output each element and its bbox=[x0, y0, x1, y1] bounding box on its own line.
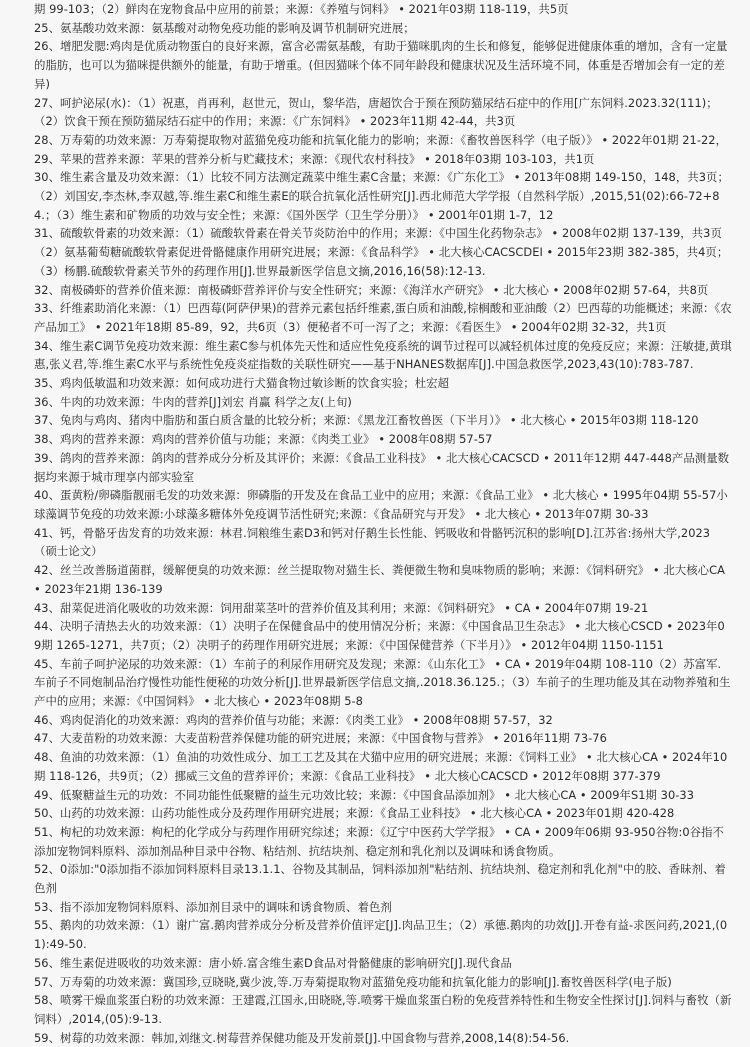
reference-entry: 45、车前子呵护泌尿的功效来源：（1）车前子的利尿作用研究及发现；来源：《山东化工》 • CA • 2019年04期 108-110（2）苏富军.车前子不同炮制品治疗慢性功能性便秘的功效分析[J].世界最新医学信息文摘,.2018.36.125.；（3）车前子的生理功能及其在动物养殖和生产中的应用；来源：《中国饲料》 • 北大核心 • 2023年08期 5-8 bbox=[34, 656, 731, 709]
reference-entry: 34、维生素C调节免疫功效来源：维生素C参与机体先天性和适应性免疫系统的调节过程可以减轻机体过度的免疫反应；来源：汪敏捷,黄琪惠,张义君,等.维生素C水平与系统性免疫炎症指数的关联性研究——基于NHANES数据库[J].中国急救医学,2023,43(10):783-787. bbox=[34, 338, 732, 372]
reference-entry: 37、兔肉与鸡肉、猪肉中脂肪和蛋白质含量的比较分析；来源：《黑龙江畜牧兽医（下半月）》 • 北大核心 • 2015年03期 118-120 bbox=[34, 413, 699, 428]
reference-entry: 57、万寿菊的功效来源：冀国珍,豆晓晓,冀少波,等.万寿菊提取物对蓝猫免疫功能和抗氧化能力的影响[J].畜牧兽医科学(电子版) bbox=[34, 974, 672, 989]
reference-entry: 40、蛋黄粉/卵磷脂靓丽毛发的功效来源：卵磷脂的开发及在食品工业中的应用；来源：《食品工业》 • 北大核心 • 1995年04期 55-57小球藻调节免疫的功效来源:小球藻多糖体外免疫调节活性研究;来源：《食品研究与开发》 • 北大核心 • 2013年07期 30-33 bbox=[34, 488, 728, 521]
reference-entry: 55、鹅肉的功效来源：（1）谢广富.鹅肉营养成分分析及营养价值评定[J].肉品卫生；（2）承德.鹅肉的功效[J].开卷有益-求医问药,2021,(01):49-50. bbox=[34, 918, 728, 952]
reference-entry: 36、牛肉的功效来源：牛肉的营养[J]刘宏 肖赢 科学之友(上旬) bbox=[34, 394, 352, 409]
reference-list bbox=[34, 0, 732, 1047]
reference-entry: 46、鸡肉促消化的功效来源：鸡肉的营养价值与功能；来源：《肉类工业》 • 2008年08期 57-57，32 bbox=[34, 712, 553, 727]
reference-entry: 38、鸡肉的营养来源：鸡肉的营养价值与功能；来源：《肉类工业》 • 2008年08期 57-57 bbox=[34, 432, 493, 447]
reference-entry: 43、甜菜促进消化吸收的功效来源：饲用甜菜茎叶的营养价值及其利用；来源：《饲料研究》 • CA • 2004年07期 19-21 bbox=[34, 600, 649, 615]
reference-entry: 33、纤维素助消化来源：（1）巴西莓(阿萨伊果)的营养元素包括纤维素,蛋白质和油酸,棕榈酸和亚油酸（2）巴西莓的功能概述；来源：《农产品加工》 • 2021年18期 85-89，92，共6页（3）便秘者不可一泻了之；来源：《看医生》 • 2004年02期 32-32，共1页 bbox=[34, 301, 732, 334]
reference-entry: 28、万寿菊的功效来源：万寿菊提取物对蓝猫免疫功能和抗氧化能力的影响；来源：《畜牧兽医科学（电子版）》 • 2022年01期 21-22， bbox=[34, 132, 728, 147]
reference-entry: 51、枸杞的功效来源：枸杞的化学成分与药理作用研究综述；来源：《辽宁中医药大学学报》 • CA • 2009年06期 93-950谷物:0谷指不添加宠物饲料原料、添加剂品种目录中谷物、粘结剂、抗结块剂、稳定剂和乳化剂以及调味和诱食物质。 bbox=[34, 824, 724, 858]
reference-entry: 31、硫酸软骨素的功效来源：（1）硫酸软骨素在骨关节炎防治中的作用；来源：《中国生化药物杂志》 • 2008年02期 137-139，共3页（2）氨基葡萄糖硫酸软骨素促进骨骼健康作用研究进展；来源：《食品科学》 • 北大核心CACSCDEI • 2015年23期 382-385，共4页；（3）杨鹏.硫酸软骨素关节外的药理作用[J].世界最新医学信息文摘,2016,16(58):12-13. bbox=[34, 226, 729, 278]
reference-entry: 47、大麦苗粉的功效来源：大麦苗粉营养保健功能的研究进展；来源：《中国食物与营养》 • 2016年11期 73-76 bbox=[34, 731, 607, 746]
reference-entry: 41、钙，骨骼牙齿发育的功效来源：林君.饲粮维生素D3和钙对仔鹅生长性能、钙吸收和骨骼钙沉积的影响[D].江苏省:扬州大学,2023（硕士论文） bbox=[34, 525, 711, 559]
reference-entry: 49、低聚糖益生元的功效：不同功能性低聚糖的益生元功效比较；来源：《中国食品添加剂》 • 北大核心CA • 2009年S1期 30-33 bbox=[34, 787, 695, 802]
reference-entry: 50、山药的功效来源：山药功能性成分及药理作用研究进展；来源：《食品工业科技》 • 北大核心CA • 2023年01期 420-428 bbox=[34, 806, 675, 821]
reference-entry: 30、维生素含量及功效来源：（1）比较不同方法测定蔬菜中维生素C含量；来源：《广东化工》 • 2013年08期 149-150，148，共3页；（2）刘国安,李杰林,李双越,等.维生素C和维生素E的联合抗氧化活性研究[J].西北师范大学学报（自然科学版）,2015,51(02):66-72+84.；（3）维生素和矿物质的功效与安全性；来源：《国外医学（卫生学分册）》 • 2001年01期 1-7，12 bbox=[34, 170, 729, 222]
reference-entry: 56、维生素促进吸收的功效来源：唐小娇.富含维生素D食品对骨骼健康的影响研究[J].现代食品 bbox=[34, 955, 512, 970]
reference-entry: 32、南极磷虾的营养价值来源：南极磷虾营养评价与安全性研究；来源：《海洋水产研究》 • 北大核心 • 2008年02期 57-64，共8页 bbox=[34, 282, 709, 297]
reference-entry: 58、喷雾干燥血浆蛋白粉的功效来源：王建霞,江国永,田晓晓,等.喷雾干燥血浆蛋白粉的免疫营养特性和生物安全性探讨[J].饲料与畜牧（新饲料）,2014,(05):9-13. bbox=[34, 993, 732, 1026]
reference-entry: 53、指不添加宠物饲料原料、添加剂目录中的调味和诱食物质、着色剂 bbox=[34, 899, 392, 914]
reference-entry: 29、苹果的营养来源：苹果的营养分析与贮藏技术；来源：《现代农村科技》 • 2018年03期 103-103，共1页 bbox=[34, 151, 595, 166]
reference-entry: 39、鸽肉的营养来源：鸽肉的营养成分分析及其评价；来源：《食品工业科技》 • 北大核心CACSCD • 2011年12期 447-448产品测量数据均来源于城市理享内部实验室 bbox=[34, 450, 730, 484]
reference-entry: 52、0添加:"0添加指不添加饲料原料目录13.1.1、谷物及其制品，饲料添加剂"粘结剂、抗结块剂、稳定剂和乳化剂"中的胶、香昧剂、着色剂 bbox=[34, 862, 726, 896]
reference-entry: 35、鸡肉低敏温和功效来源：如何成功进行犬猫食物过敏诊断的饮食实验；杜宏超 bbox=[34, 376, 450, 391]
reference-entry: 27、呵护泌尿(水)：（1）祝惠，肖再利，赵世元，贺山，黎华浩，唐超饮合于预在预防猫尿结石症中的作用[广东饲料.2023.32(111)；（2）饮食干预在预防猫尿结石症中的作用；来源：《广东饲料》 • 2023年11期 42-44，共3页 bbox=[34, 95, 718, 129]
reference-entry: 44、决明子清热去火的功效来源：（1）决明子在保健食品中的使用情况分析；来源：《中国食品卫生杂志》 • 北大核心CSCD • 2023年09期 1265-1271，共7页；（2）决明子的药理作用研究进展；来源：《中国保健营养（下半月）》 • 2012年04期 1150-1151 bbox=[34, 619, 725, 652]
reference-entry: 25、氨基酸功效来源：氨基酸对动物免疫功能的影响及调节机制研究进展； bbox=[34, 20, 415, 35]
reference-entry: 26、增肥发腮:鸡肉是优质动物蛋白的良好来源，富含必需氨基酸，有助于猫咪肌肉的生长和修复，能够促进健康体重的增加，含有一定量的脂肪，也可以为猫咪提供额外的能量，有助于增重。(但因猫咪个体不同年龄段和健康状况及生活环境不同，体重是否增加会有一定的差异) bbox=[34, 39, 728, 91]
reference-entry: 42、丝兰改善肠道菌群，缓解便臭的功效来源：丝兰提取物对猫生长、粪便微生物和臭味物质的影响；来源：《饲料研究》 • 北大核心CA • 2023年21期 136-139 bbox=[34, 563, 725, 596]
reference-entry: 59、树莓的功效来源：韩加,刘继文.树莓营养保健功能及开发前景[J].中国食物与营养,2008,14(8):54-56. bbox=[34, 1030, 570, 1045]
reference-entry: 期 99-103；（2）鲜肉在宠物食品中应用的前景；来源：《养殖与饲料》 • 2021年03期 118-119，共5页 bbox=[34, 2, 569, 16]
reference-entry: 48、鱼油的功效来源：（1）鱼油的功效性成分、加工工艺及其在犬猫中应用的研究进展；来源：《饲料工业》 • 北大核心CA • 2024年10期 118-126，共9页；（2）挪威三文鱼的营养评价；来源：《食品工业科技》 • 北大核心CACSCD • 2012年08期 377-379 bbox=[34, 750, 728, 783]
